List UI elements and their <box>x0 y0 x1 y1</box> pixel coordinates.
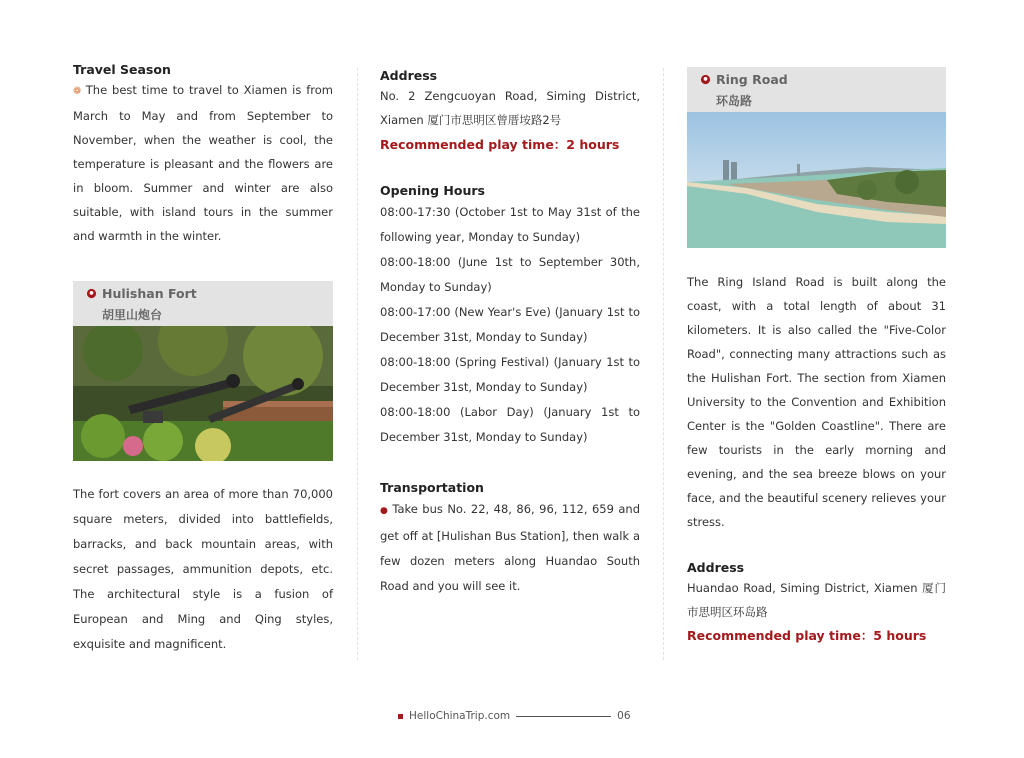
ring-road-recommended-time: Recommended play time：5 hours <box>687 628 927 643</box>
page-footer <box>398 710 631 722</box>
column-middle <box>380 68 640 599</box>
opening-hours-item: 08:00-18:00 (Spring Festival) (January 1st to December 31st, Monday to Sunday) <box>380 355 640 394</box>
column-left <box>73 62 333 657</box>
ring-road-photo <box>687 112 946 248</box>
travel-season-text: ❁ The best time to travel to Xiamen is from March to May and from September to November, when the weather is cool, the temperature is pleasant and the flowers are in bloom. Summer and winter are also suitable, with island tours in the summer and warmth in the winter. <box>73 83 333 243</box>
flower-icon: ❁ <box>73 86 86 97</box>
hulishan-name-zh: 胡里山炮台 <box>102 308 163 322</box>
opening-hours-item: 08:00-17:30 (October 1st to May 31st of the following year, Monday to Sunday) <box>380 205 640 244</box>
location-pin-icon <box>86 288 97 299</box>
hulishan-description: The fort covers an area of more than 70,000 square meters, divided into battlefields, barracks, and back mountain areas, with secret passages, ammunition depots, etc. The architectural style is a fusion of European and Ming and Qing styles, exquisite and magnificent. <box>73 487 333 651</box>
hulishan-label <box>73 281 333 326</box>
transportation-text: ● Take bus No. 22, 48, 86, 96, 112, 659 and get off at [Hulishan Bus Station], then walk a few dozen meters along Huandao South Road and you will see it. <box>380 502 640 593</box>
red-square-icon <box>398 714 403 719</box>
footer-site: HelloChinaTrip.com <box>409 710 511 722</box>
opening-hours-item: 08:00-18:00 (Labor Day) (January 1st to December 31st, Monday to Sunday) <box>380 405 640 444</box>
recommended-time: Recommended play time：2 hours <box>380 137 620 152</box>
column-divider <box>663 68 664 660</box>
ring-road-name-en: Ring Road <box>716 72 788 87</box>
transportation-heading: Transportation <box>380 480 484 495</box>
opening-hours-heading: Opening Hours <box>380 183 485 198</box>
address-text: No. 2 Zengcuoyan Road, Siming District, Xiamen 厦门市思明区曾厝垵路2号 <box>380 89 640 127</box>
column-right <box>687 67 946 644</box>
opening-hours-item: 08:00-18:00 (June 1st to September 30th, Monday to Sunday) <box>380 255 640 294</box>
ring-road-name-zh: 环岛路 <box>716 94 753 108</box>
ring-road-label <box>687 67 946 112</box>
location-pin-icon <box>700 74 711 85</box>
bullet-icon: ● <box>380 506 393 516</box>
hulishan-name-en: Hulishan Fort <box>102 286 197 301</box>
column-divider <box>357 68 358 660</box>
address-heading: Address <box>380 68 438 83</box>
opening-hours-item: 08:00-17:00 (New Year's Eve) (January 1st to December 31st, Monday to Sunday) <box>380 305 640 344</box>
footer-rule <box>516 716 611 717</box>
opening-hours-list <box>380 200 640 450</box>
hulishan-fort-photo <box>73 326 333 461</box>
ring-road-address-text: Huandao Road, Siming District, Xiamen 厦门市思明区环岛路 <box>687 581 946 619</box>
ring-road-address-heading: Address <box>687 560 745 575</box>
ring-road-description: The Ring Island Road is built along the coast, with a total length of about 31 kilometers. It is also called the "Five-Color Road", connecting many attractions such as the Hulishan Fort. The section from Xiamen University to the Convention and Exhibition Center is the "Golden Coastline". There are few tourists in the early morning and evening, and the sea breeze blows on your face, and the beautiful scenery relieves your stress. <box>687 275 946 529</box>
page-number: 06 <box>617 710 631 722</box>
travel-season-heading: Travel Season <box>73 62 171 77</box>
